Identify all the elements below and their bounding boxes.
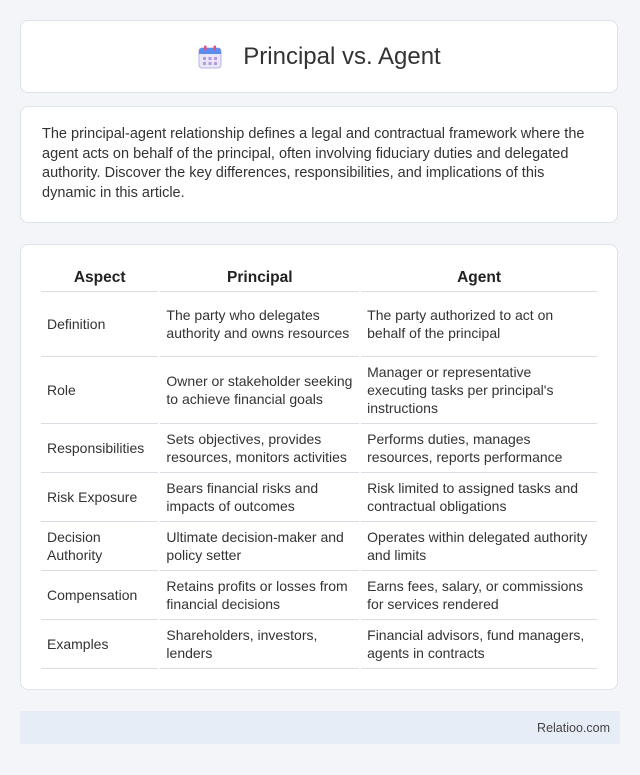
agent-cell: Earns fees, salary, or commissions for services rendered <box>361 571 597 620</box>
principal-cell: Shareholders, investors, lenders <box>160 620 359 669</box>
aspect-cell: Decision Authority <box>41 522 158 571</box>
table-row <box>41 424 597 473</box>
principal-cell: Sets objectives, provides resources, monitors activities <box>160 424 359 473</box>
principal-cell: Ultimate decision-maker and policy setter <box>160 522 359 571</box>
agent-cell: Operates within delegated authority and limits <box>361 522 597 571</box>
principal-cell: Bears financial risks and impacts of outcomes <box>160 473 359 522</box>
intro-card <box>20 106 618 223</box>
footer <box>20 711 620 744</box>
comparison-table <box>39 265 599 669</box>
table-row <box>41 571 597 620</box>
calendar-icon <box>197 44 223 70</box>
intro-text: The principal-agent relationship defines a legal and contractual framework where the agent acts on behalf of the principal, often involving fiduciary duties and delegated authority. Discover the key differences, responsibilities, and implications of this dynamic in this article. <box>42 126 585 201</box>
header-aspect: Aspect <box>41 265 158 292</box>
table-row <box>41 522 597 571</box>
table-row <box>41 620 597 669</box>
principal-cell: The party who delegates authority and owns resources <box>160 292 359 357</box>
agent-cell: Financial advisors, fund managers, agents in contracts <box>361 620 597 669</box>
aspect-cell: Compensation <box>41 571 158 620</box>
title-card <box>20 20 618 93</box>
aspect-cell: Definition <box>41 292 158 357</box>
aspect-cell: Responsibilities <box>41 424 158 473</box>
agent-cell: The party authorized to act on behalf of the principal <box>361 292 597 357</box>
header-principal: Principal <box>160 265 359 292</box>
table-row <box>41 292 597 357</box>
aspect-cell: Risk Exposure <box>41 473 158 522</box>
table-row <box>41 473 597 522</box>
table-row <box>41 357 597 424</box>
header-agent: Agent <box>361 265 597 292</box>
page-title: Principal vs. Agent <box>243 42 441 70</box>
principal-cell: Owner or stakeholder seeking to achieve financial goals <box>160 357 359 424</box>
footer-site-link[interactable]: Relatioo.com <box>537 720 610 735</box>
principal-cell: Retains profits or losses from financial decisions <box>160 571 359 620</box>
table-header-row <box>41 265 597 292</box>
agent-cell: Manager or representative executing tasks per principal's instructions <box>361 357 597 424</box>
agent-cell: Risk limited to assigned tasks and contractual obligations <box>361 473 597 522</box>
comparison-card <box>20 244 618 690</box>
aspect-cell: Examples <box>41 620 158 669</box>
agent-cell: Performs duties, manages resources, reports performance <box>361 424 597 473</box>
aspect-cell: Role <box>41 357 158 424</box>
